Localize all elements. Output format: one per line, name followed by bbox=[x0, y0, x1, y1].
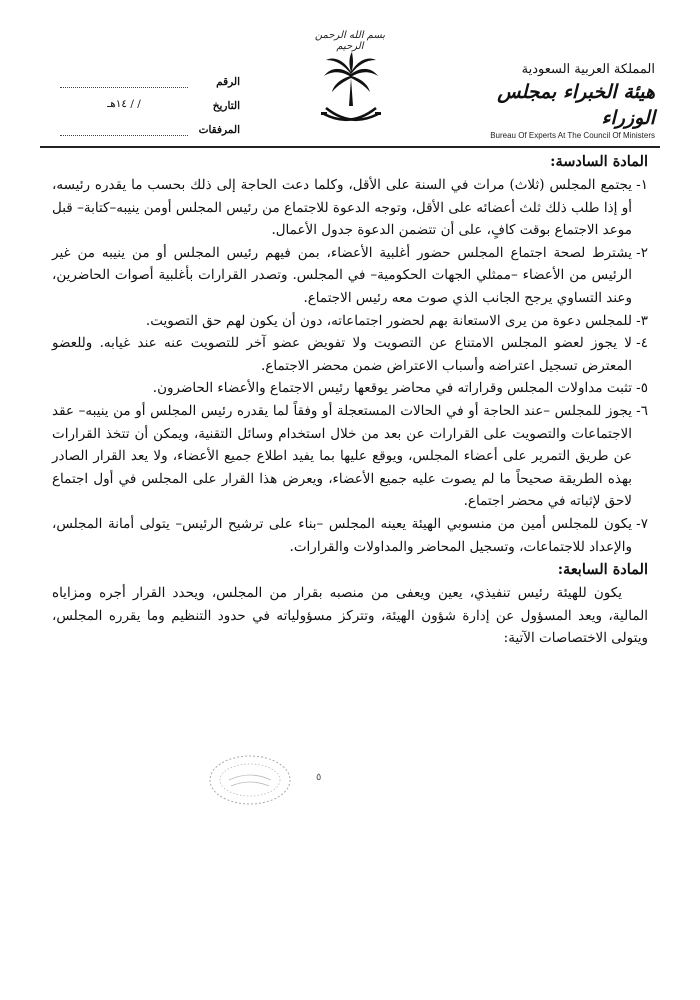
reference-fields bbox=[60, 64, 240, 136]
clause-text: يجتمع المجلس (ثلاث) مرات في السنة على الأقل، وكلما دعت الحاجة إلى ذلك بحسب ما يقدره رئيسه، أو إذا طلب ذلك ثلث أعضائه على الأقل، وتوجه الدعوة للاجتماع من رئيس المجلس أومن ينيبه–كتابة– قبل موعد الاجتماع بوقت كافٍ، على أن تتضمن الدعوة جدول الأعمال. bbox=[52, 177, 632, 239]
meta-value bbox=[60, 121, 188, 136]
clause-number: ٥- bbox=[636, 380, 648, 397]
clause-item bbox=[52, 242, 648, 310]
clause-number: ١- bbox=[636, 177, 648, 193]
meta-label: المرفقات bbox=[198, 124, 240, 136]
clause-item bbox=[52, 332, 648, 377]
clause-number: ٤- bbox=[636, 335, 648, 352]
clause-number: ٦- bbox=[636, 402, 648, 419]
article-7-heading: المادة السابعة: bbox=[557, 561, 648, 579]
meta-value bbox=[60, 73, 188, 88]
clause-number: ٣- bbox=[636, 312, 648, 329]
organization-block bbox=[455, 62, 655, 140]
article-7-paragraph: يكون للهيئة رئيس تنفيذي، يعين ويعفى من منصبه بقرار من المجلس، ويحدد القرار أجره ومزاياه المالية، ويعد المسؤول عن إدارة شؤون الهيئة، وتتركز مسؤولياته في حدود التنظيم وما يقرره المجلس، ويتولى الاختصاصات الآتية: bbox=[52, 585, 648, 647]
article-6-heading: المادة السادسة: bbox=[550, 153, 648, 170]
clause-text: يكون للمجلس أمين من منسوبي الهيئة يعينه المجلس –بناء على ترشيح الرئيس– يتولى أمانة المجلس، والإعداد للاجتماعات، وتسجيل المحاضر والمداولات والقرارات. bbox=[52, 515, 632, 555]
page-mark: ٥ bbox=[316, 772, 322, 783]
bureau-name-english: Bureau Of Experts At The Council Of Ministers bbox=[490, 131, 655, 140]
saudi-emblem-icon bbox=[318, 52, 384, 134]
clause-text: يشترط لصحة اجتماع المجلس حضور أغلبية الأعضاء، بمن فيهم رئيس المجلس أو من ينيبه من غير الرئيس من الأعضاء –ممثلي الجهات الحكومية– في المجلس. وتصدر القرارات بأغلبية أصوات الحاضرين، وعند التساوي يرجح الجانب الذي صوت معه رئيس الاجتماع. bbox=[52, 244, 632, 306]
clause-item bbox=[52, 377, 648, 400]
clause-item bbox=[52, 174, 648, 242]
bureau-name-arabic: هيئة الخبراء بمجلس الوزراء bbox=[497, 81, 655, 129]
clause-item bbox=[52, 310, 648, 333]
official-stamp-icon bbox=[205, 750, 295, 810]
meta-row-date bbox=[60, 88, 240, 112]
meta-row-attachments bbox=[60, 112, 240, 136]
meta-label: التاريخ bbox=[212, 100, 240, 112]
kingdom-name: المملكة العربية السعودية bbox=[521, 62, 655, 77]
clause-text: للمجلس دعوة من يرى الاستعانة بهم لحضور اجتماعاته، دون أن يكون لهم حق التصويت. bbox=[145, 312, 632, 329]
clause-text: تثبت مداولات المجلس وقراراته في محاضر يوقعها رئيس الاجتماع والأعضاء الحاضرون. bbox=[152, 380, 632, 397]
meta-value: / / ١٤هـ bbox=[107, 98, 141, 110]
clause-item bbox=[52, 400, 648, 513]
clause-number: ٢- bbox=[636, 244, 648, 261]
meta-label: الرقم bbox=[216, 76, 240, 88]
clause-number: ٧- bbox=[636, 515, 648, 532]
meta-row-number bbox=[60, 64, 240, 88]
basmala-text: بسم الله الرحمن الرحيم bbox=[314, 30, 386, 52]
document-body bbox=[52, 150, 648, 650]
clause-text: يجوز للمجلس –عند الحاجة أو في الحالات المستعجلة أو وفقاً لما يقدره رئيس المجلس أو من ينيبه– عقد الاجتماعات والتصويت على القرارات عن بعد من خلال استخدام وسائل التقنية، ويمكن أن تتخذ القرارات عن طريق التمرير على أعضاء المجلس، ويوقع عليها بما يفيد اطلاع جميع الأعضاء، ولا يعد القرار الصادر بهذه الطريقة صحيحاً ما لم يصوت عليه جميع الأعضاء، ويعرض هذا القرار على المجلس في أول اجتماع لاحق لإثباته في محضر اجتماع. bbox=[52, 402, 632, 510]
clause-item bbox=[52, 513, 648, 558]
clause-text: لا يجوز لعضو المجلس الامتناع عن التصويت ولا تفويض عضو آخر للتصويت عنه عند غيابه. وللعضو المعترض تسجيل اعتراضه وأسباب الاعتراض ضمن محضر الاجتماع. bbox=[52, 335, 632, 374]
header-divider bbox=[40, 146, 660, 148]
